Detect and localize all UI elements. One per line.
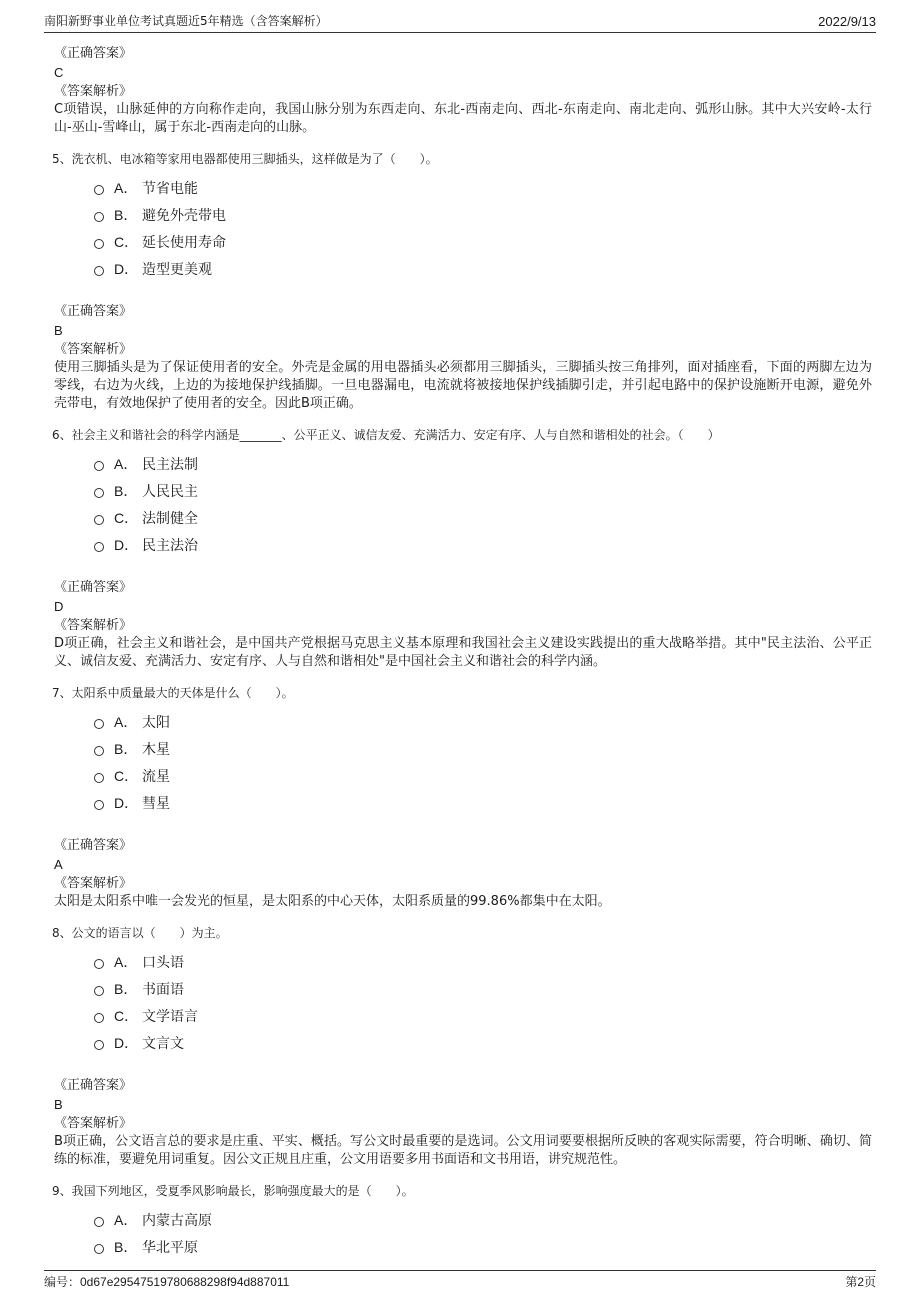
option-text: 木星 xyxy=(142,741,170,758)
option-text: 文学语言 xyxy=(142,1008,198,1025)
analysis-label: 《答案解析》 xyxy=(54,84,133,99)
analysis-text: C项错误，山脉延伸的方向称作走向，我国山脉分别为东西走向、东北-西南走向、西北-东南走向、南北走向、弧形山脉。其中大兴安岭-太行山-巫山-雪峰山，属于东北-西南走向的山脉。 xyxy=(54,102,872,135)
document-code: 编号：0d67e2954751978068​8298f94d887011 xyxy=(44,1275,290,1289)
question-stem: 5、洗衣机、电冰箱等家用电器都使用三脚插头，这样做是为了（ ）。 xyxy=(52,152,438,166)
page-content xyxy=(54,44,872,1260)
option-letter: D． xyxy=(114,794,139,811)
radio-icon[interactable] xyxy=(94,239,104,249)
option-list xyxy=(94,450,872,558)
option-text: 文言文 xyxy=(142,1035,184,1052)
option-b[interactable] xyxy=(94,477,872,504)
option-b[interactable] xyxy=(94,735,872,762)
option-text: 法制健全 xyxy=(142,510,198,527)
radio-icon[interactable] xyxy=(94,212,104,222)
option-text: 人民民主 xyxy=(142,483,198,500)
question-stem: 8、公文的语言以（ ）为主。 xyxy=(52,926,228,940)
option-text: 节省电能 xyxy=(142,180,198,197)
page-footer xyxy=(44,1270,876,1289)
radio-icon[interactable] xyxy=(94,746,104,756)
answer-block xyxy=(54,836,872,911)
option-d[interactable] xyxy=(94,1029,872,1056)
answer-block xyxy=(54,302,872,413)
option-letter: A． xyxy=(114,953,138,970)
answer-label: 《正确答案》 xyxy=(54,304,133,319)
radio-icon[interactable] xyxy=(94,266,104,276)
option-c[interactable] xyxy=(94,762,872,789)
option-letter: C． xyxy=(114,233,139,250)
question-stem: 9、我国下列地区，受夏季风影响最长，影响强度最大的是（ ）。 xyxy=(52,1184,414,1198)
answer-label: 《正确答案》 xyxy=(54,1078,133,1093)
answer-label: 《正确答案》 xyxy=(54,580,133,595)
option-letter: C． xyxy=(114,767,139,784)
option-letter: B． xyxy=(114,980,138,997)
answer-label: 《正确答案》 xyxy=(54,838,133,853)
answer-label: 《正确答案》 xyxy=(54,46,133,61)
document-title: 南阳新野事业单位考试真题近5年精选（含答案解析） xyxy=(44,14,328,28)
option-text: 民主法治 xyxy=(142,537,198,554)
radio-icon[interactable] xyxy=(94,1217,104,1227)
radio-icon[interactable] xyxy=(94,515,104,525)
analysis-text: D项正确，社会主义和谐社会，是中国共产党根据马克思主义基本原理和我国社会主义建设实践提出的重大战略举措。其中"民主法治、公平正义、诚信友爱、充满活力、安定有序、人与自然和谐相处"是中国社会主义和谐社会的科学内涵。 xyxy=(54,636,872,669)
option-letter: A． xyxy=(114,455,138,472)
radio-icon[interactable] xyxy=(94,800,104,810)
option-list xyxy=(94,708,872,816)
option-b[interactable] xyxy=(94,201,872,228)
analysis-label: 《答案解析》 xyxy=(54,876,133,891)
option-list xyxy=(94,948,872,1056)
option-c[interactable] xyxy=(94,1002,872,1029)
option-text: 太阳 xyxy=(142,714,170,731)
option-text: 延长使用寿命 xyxy=(142,234,226,251)
option-text: 避免外壳带电 xyxy=(142,207,226,224)
radio-icon[interactable] xyxy=(94,488,104,498)
option-text: 彗星 xyxy=(142,795,170,812)
radio-icon[interactable] xyxy=(94,185,104,195)
option-letter: B． xyxy=(114,1238,138,1255)
option-letter: C． xyxy=(114,1007,139,1024)
option-letter: D． xyxy=(114,1034,139,1051)
option-letter: A． xyxy=(114,179,138,196)
radio-icon[interactable] xyxy=(94,773,104,783)
option-text: 民主法制 xyxy=(142,456,198,473)
radio-icon[interactable] xyxy=(94,719,104,729)
radio-icon[interactable] xyxy=(94,461,104,471)
option-d[interactable] xyxy=(94,255,872,282)
option-letter: D． xyxy=(114,260,139,277)
question-stem: 6、社会主义和谐社会的科学内涵是_______、公平正义、诚信友爱、充满活力、安定有序、人与自然和谐相处的社会。（ ） xyxy=(52,428,720,442)
option-letter: B． xyxy=(114,740,138,757)
option-text: 内蒙古高原 xyxy=(142,1212,212,1229)
option-c[interactable] xyxy=(94,228,872,255)
question-stem: 7、太阳系中质量最大的天体是什么（ ）。 xyxy=(52,686,294,700)
answer-block xyxy=(54,578,872,671)
option-text: 书面语 xyxy=(142,981,184,998)
radio-icon[interactable] xyxy=(94,959,104,969)
option-text: 口头语 xyxy=(142,954,184,971)
answer-value: C xyxy=(54,65,64,80)
option-a[interactable] xyxy=(94,708,872,735)
analysis-label: 《答案解析》 xyxy=(54,1116,133,1131)
option-b[interactable] xyxy=(94,1233,872,1260)
radio-icon[interactable] xyxy=(94,986,104,996)
option-letter: A． xyxy=(114,713,138,730)
answer-value: B xyxy=(54,323,63,338)
option-text: 流星 xyxy=(142,768,170,785)
option-c[interactable] xyxy=(94,504,872,531)
radio-icon[interactable] xyxy=(94,542,104,552)
option-letter: B． xyxy=(114,206,138,223)
option-a[interactable] xyxy=(94,450,872,477)
analysis-text: B项正确，公文语言总的要求是庄重、平实、概括。写公文时最重要的是选词。公文用词要要根据所反映的客观实际需要，符合明晰、确切、简练的标准，要避免用词重复。因公文正规且庄重，公文用语要多用书面语和文书用语，讲究规范性。 xyxy=(54,1134,872,1167)
page-header xyxy=(44,12,876,33)
answer-value: A xyxy=(54,857,63,872)
analysis-label: 《答案解析》 xyxy=(54,342,133,357)
analysis-text: 使用三脚插头是为了保证使用者的安全。外壳是金属的用电器插头必须都用三脚插头，三脚插头按三角排列，面对插座看，下面的两脚左边为零线，右边为火线，上边的为接地保护线插脚。一旦电器漏电，电流就将被接地保护线插脚引走，并引起电路中的保护设施断开电源，避免外壳带电，有效地保护了使用者的安全。因此B项正确。 xyxy=(54,360,872,411)
option-a[interactable] xyxy=(94,1206,872,1233)
answer-block xyxy=(54,1076,872,1169)
document-date: 2022/9/13 xyxy=(818,14,876,29)
option-list xyxy=(94,174,872,282)
answer-value: B xyxy=(54,1097,63,1112)
option-d[interactable] xyxy=(94,531,872,558)
option-letter: C． xyxy=(114,509,139,526)
option-a[interactable] xyxy=(94,948,872,975)
answer-value: D xyxy=(54,599,64,614)
page-number: 第2页 xyxy=(845,1275,876,1289)
radio-icon[interactable] xyxy=(94,1013,104,1023)
option-text: 华北平原 xyxy=(142,1239,198,1256)
option-d[interactable] xyxy=(94,789,872,816)
option-list xyxy=(94,1206,872,1260)
option-letter: D． xyxy=(114,536,139,553)
answer-block xyxy=(54,44,872,137)
analysis-text: 太阳是太阳系中唯一会发光的恒星，是太阳系的中心天体，太阳系质量的99.86%都集中在太阳。 xyxy=(54,894,611,909)
option-b[interactable] xyxy=(94,975,872,1002)
option-a[interactable] xyxy=(94,174,872,201)
option-letter: B． xyxy=(114,482,138,499)
radio-icon[interactable] xyxy=(94,1040,104,1050)
radio-icon[interactable] xyxy=(94,1244,104,1254)
option-letter: A． xyxy=(114,1211,138,1228)
analysis-label: 《答案解析》 xyxy=(54,618,133,633)
option-text: 造型更美观 xyxy=(142,261,212,278)
